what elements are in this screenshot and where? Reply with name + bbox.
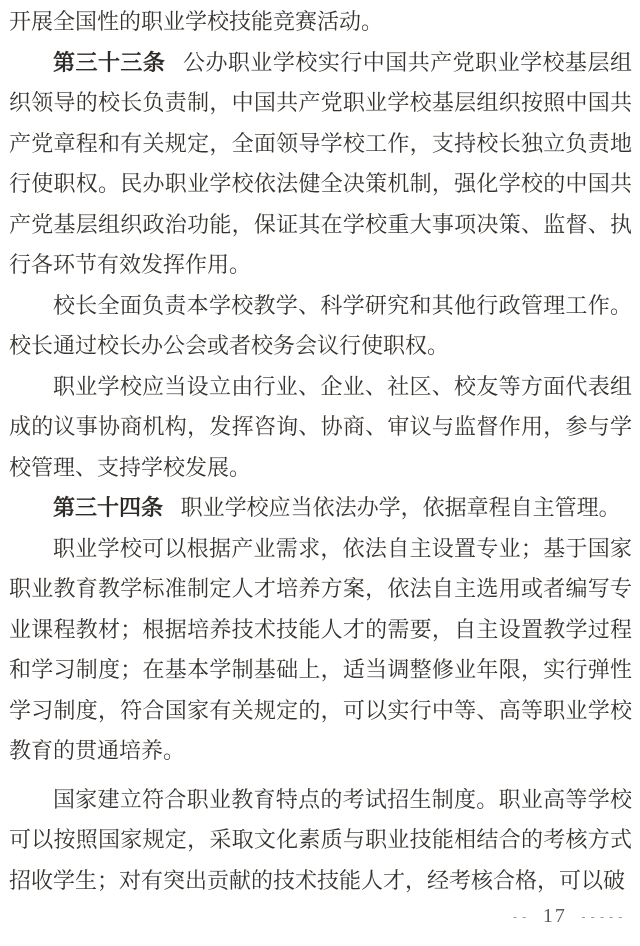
paragraph-article-34 bbox=[9, 488, 632, 529]
paragraph-consultation-body bbox=[9, 367, 632, 489]
paragraph-text: 公办职业学校实行中国共产党职业学校基层组织领导的校长负责制，中国共产党职业学校基层组织按照中国共产党章程和有关规定，全面领导学校工作，支持校长独立负责地行使职权。民办职业学校依法健全决策机制，强化学校的中国共产党基层组织政治功能，保证其在学校重大事项决策、监督、执行各环节有效发挥作用。 bbox=[9, 49, 632, 277]
page-footer bbox=[511, 905, 626, 928]
paragraph-text: 职业学校应当依法办学，依据章程自主管理。 bbox=[180, 495, 621, 520]
article-33-number: 第三十三条 bbox=[53, 49, 166, 75]
paragraph-school-autonomy bbox=[9, 529, 632, 772]
paragraph-principal-duties bbox=[9, 286, 632, 367]
footer-dash-right: ----- bbox=[579, 909, 626, 924]
paragraph-text: 校长全面负责本学校教学、科学研究和其他行政管理工作。校长通过校长办公会或者校务会议行使职权。 bbox=[9, 292, 632, 358]
paragraph-text: 开展全国性的职业学校技能竞赛活动。 bbox=[9, 9, 384, 34]
paragraph-article-33 bbox=[9, 43, 632, 286]
paragraph-text: 国家建立符合职业教育特点的考试招生制度。职业高等学校可以按照国家规定，采取文化素质与职业技能相结合的考核方式招收学生；对有突出贡献的技术技能人才，经考核合格，可以破 bbox=[9, 786, 632, 893]
page-number: 17 bbox=[542, 905, 567, 927]
paragraph-exam-enrollment bbox=[9, 780, 632, 902]
paragraph-text: 职业学校可以根据产业需求，依法自主设置专业；基于国家职业教育教学标准制定人才培养方案，依法自主选用或者编写专业课程教材；根据培养技术技能人才的需要，自主设置教学过程和学习制度；在基本学制基础上，适当调整修业年限，实行弹性学习制度，符合国家有关规定的，可以实行中等、高等职业学校教育的贯通培养。 bbox=[9, 535, 632, 763]
paragraph-continuation bbox=[9, 2, 632, 43]
paragraph-text: 职业学校应当设立由行业、企业、社区、校友等方面代表组成的议事协商机构，发挥咨询、协商、审议与监督作用，参与学校管理、支持学校发展。 bbox=[9, 373, 632, 480]
footer-dash-left: -- bbox=[511, 909, 530, 924]
article-34-number: 第三十四条 bbox=[53, 495, 164, 520]
